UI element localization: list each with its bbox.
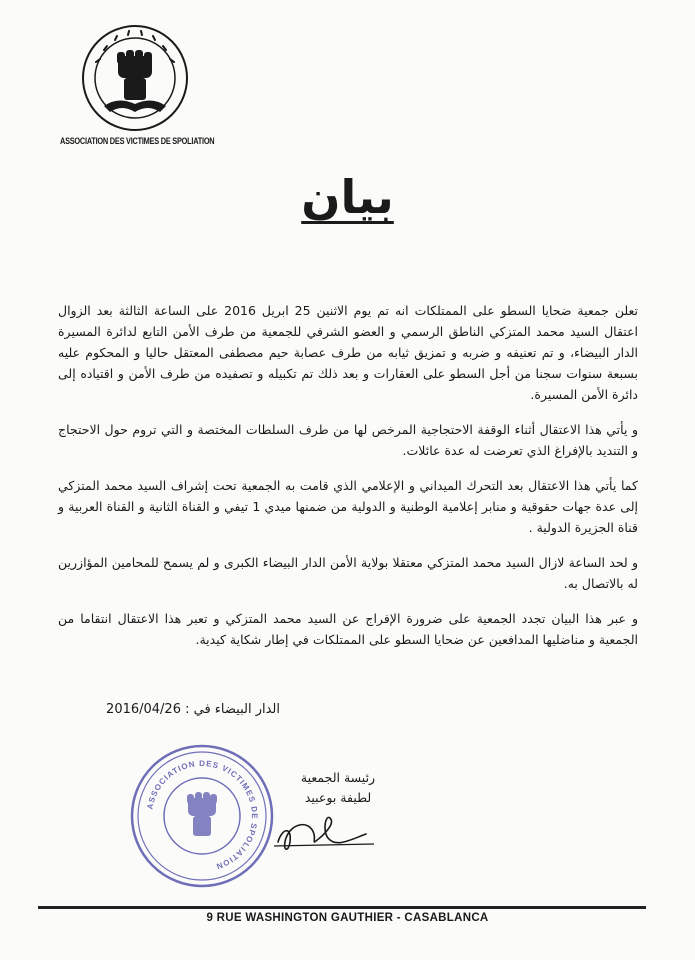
association-stamp xyxy=(128,742,276,890)
handshake-icon xyxy=(104,100,166,112)
paragraph-3: كما يأتي هذا الاعتقال بعد التحرك الميداني و الإعلامي الذي قامت به الجمعية تحت إشراف السيد محمد المتزكي إلى عدة جهات حقوقية و منابر إعلامية الوطنية و الدولية من ضمنها ميدي 1 تيفي و القناة الثانية و القناة العربية و قناة الجزيرة الدولية . xyxy=(58,478,638,535)
paragraph-1: تعلن جمعية ضحايا السطو على الممتلكات انه تم يوم الاثنين 25 ابريل 2016 على الساعة الثالثة بعد الزوال اعتقال السيد محمد المتزكي الناطق الرسمي و العضو الشرفي للجمعية من طرف الأمن التابع لدائرة المسيرة الدار البيضاء، و تم تعنيفه و ضربه و تمزيق ثيابه من طرف عصابة حيم مصطفى المعتقل حاليا و المحكوم عليه بسبعة سنوات سجنا من أجل السطو على العقارات و بعد ذلك تم تكبيله و تصفيده من طرف الأمن و اقتياده إلى دائرة الأمن المسيرة. xyxy=(58,303,638,402)
footer-address: 9 RUE WASHINGTON GAUTHIER - CASABLANCA xyxy=(206,912,489,924)
statement-body xyxy=(58,300,638,664)
fist-icon xyxy=(117,50,152,100)
signatory-name: لطيفة بوعبيد xyxy=(304,790,372,805)
date-line: الدار البيضاء في : 2016/04/26 xyxy=(106,702,280,717)
document-title: بيان xyxy=(301,170,394,224)
signatory-role: رئيسة الجمعية xyxy=(300,770,376,785)
paragraph-2: و يأتي هذا الاعتقال أثناء الوقفة الاحتجاجية المرخص لها من طرف السلطات المختصة و التي تروم حول الاحتجاج و التنديد بالإفراغ الذي تعرضت له عدة عائلات. xyxy=(58,422,638,458)
stamp-ring-text: ASSOCIATION DES VICTIMES DE SPOLIATION xyxy=(145,758,260,872)
association-logo xyxy=(60,22,210,134)
stamp-fist-icon xyxy=(187,792,217,836)
org-name: ASSOCIATION DES VICTIMES DE SPOLIATION xyxy=(60,136,215,146)
paragraph-4: و لحد الساعة لازال السيد محمد المتزكي معتقلا بولاية الأمن الدار البيضاء الكبرى و لم يسمح للمحامين المؤازرين له بالاتصال به. xyxy=(58,555,638,591)
signatory-block xyxy=(298,768,378,808)
paragraph-5: و عبر هذا البيان تجدد الجمعية على ضرورة الإفراج عن السيد محمد المتزكي و تعبر هذا الاعتقال انتقاما من الجمعية و مناضليها المدافعين عن ضحايا السطو على الممتلكات في إطار شكاية كيدية. xyxy=(58,611,638,647)
footer-rule xyxy=(38,906,646,909)
handwritten-signature xyxy=(270,808,380,863)
